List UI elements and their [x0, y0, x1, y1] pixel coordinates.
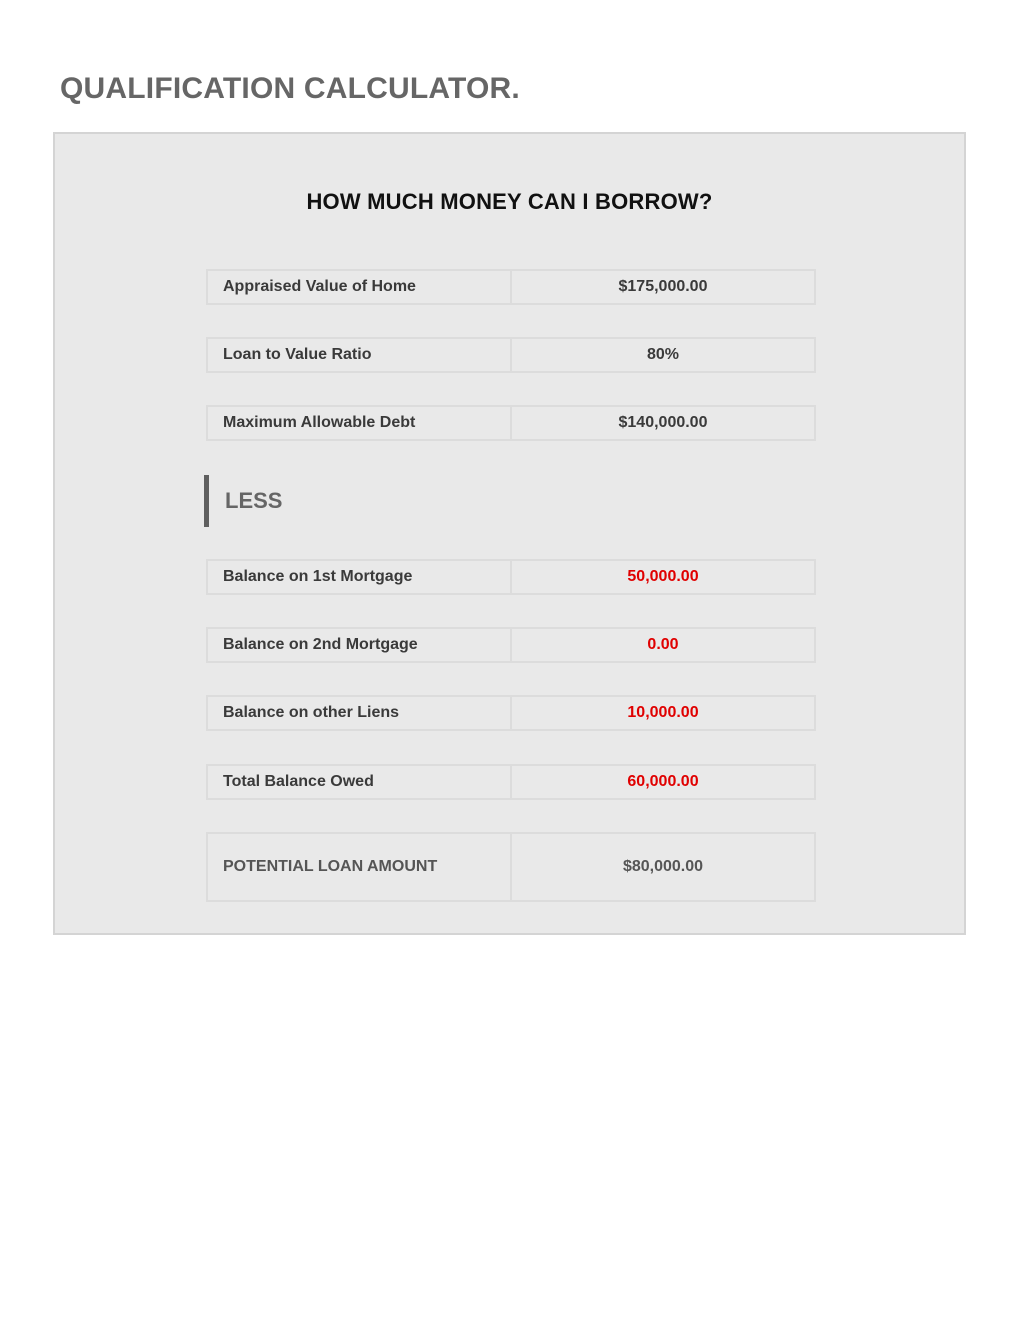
- row-label: Appraised Value of Home: [208, 271, 512, 303]
- row-label: POTENTIAL LOAN AMOUNT: [208, 834, 512, 900]
- accent-bar: [204, 475, 209, 527]
- row-balance-2nd-mortgage: [206, 627, 816, 663]
- row-label: Balance on other Liens: [208, 697, 512, 729]
- row-balance-1st-mortgage: [206, 559, 816, 595]
- row-value: $175,000.00: [618, 278, 708, 295]
- row-label: Balance on 1st Mortgage: [208, 561, 512, 593]
- row-balance-other-liens: [206, 695, 816, 731]
- row-label: Maximum Allowable Debt: [208, 407, 512, 439]
- page-title: QUALIFICATION CALCULATOR.: [60, 72, 520, 105]
- row-value: 0.00: [647, 636, 679, 653]
- row-total-balance-owed: [206, 764, 816, 800]
- row-loan-to-value-ratio: [206, 337, 816, 373]
- row-value: $80,000.00: [622, 858, 704, 875]
- row-potential-loan-amount: [206, 832, 816, 902]
- row-label: Total Balance Owed: [208, 766, 512, 798]
- row-value: 60,000.00: [627, 773, 699, 790]
- less-section-header: [204, 475, 282, 527]
- less-label: LESS: [225, 488, 283, 513]
- row-appraised-value: [206, 269, 816, 305]
- row-value: 10,000.00: [627, 704, 699, 721]
- calculator-panel: [53, 132, 966, 935]
- row-label: Balance on 2nd Mortgage: [208, 629, 512, 661]
- row-value: $140,000.00: [618, 414, 708, 431]
- row-value: 80%: [646, 346, 680, 363]
- row-maximum-allowable-debt: [206, 405, 816, 441]
- row-value: 50,000.00: [627, 568, 699, 585]
- row-label: Loan to Value Ratio: [208, 339, 512, 371]
- calculator-heading: HOW MUCH MONEY CAN I BORROW?: [306, 189, 713, 214]
